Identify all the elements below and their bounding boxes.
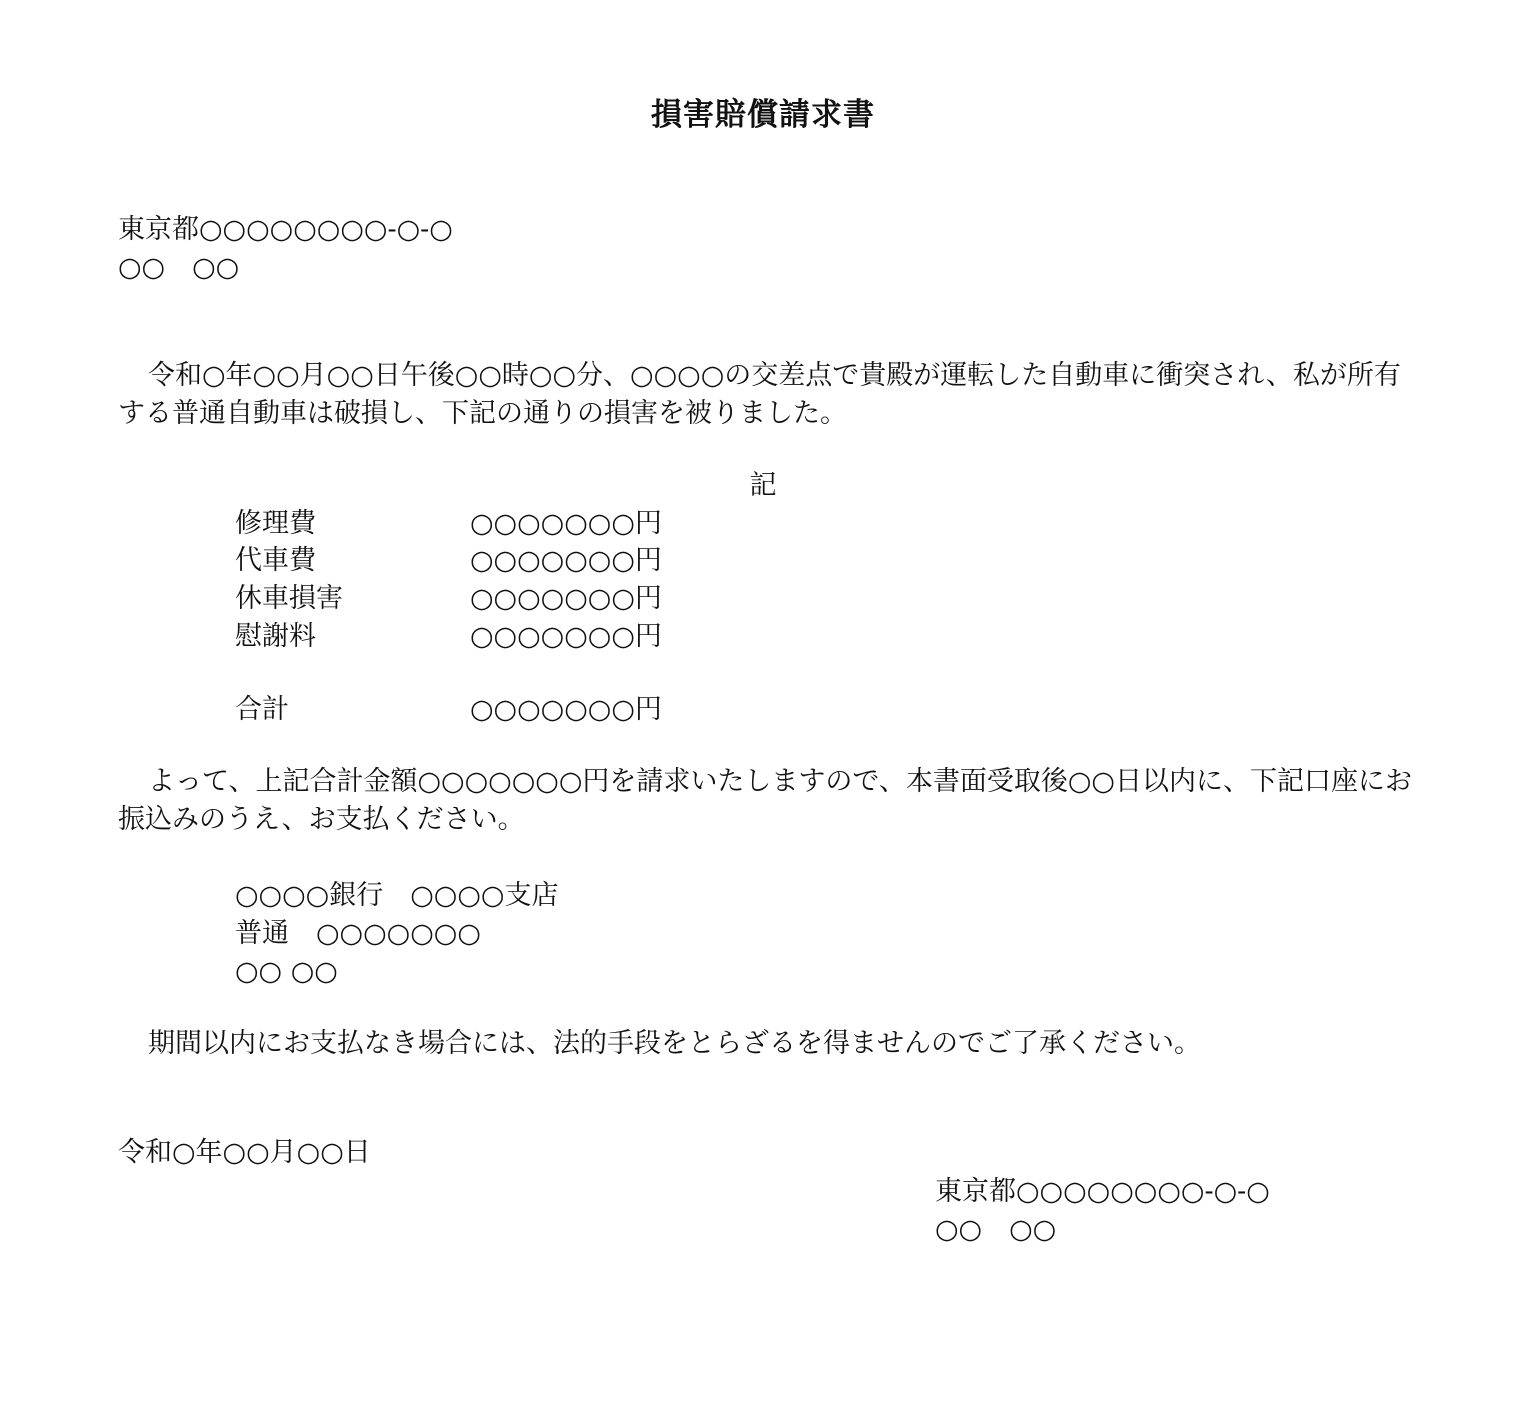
damage-item-label: 修理費 [235, 508, 316, 539]
document-date: 令和○年○○月○○日 [118, 1137, 371, 1168]
sender-address: 東京都○○○○○○○○‐○‐○ [935, 1176, 1270, 1207]
sender-block [935, 1173, 1270, 1249]
document-title: 損害賠償請求書 [651, 97, 875, 133]
total-label: 合計 [235, 694, 289, 725]
recipient-block [118, 211, 453, 287]
damage-item-value: ○○○○○○○円 [470, 545, 662, 576]
damage-item-label: 慰謝料 [235, 621, 316, 652]
recipient-address: 東京都○○○○○○○○‐○‐○ [118, 214, 453, 245]
bank-account-block [235, 877, 558, 991]
claim-paragraph: 令和○年○○月○○日午後○○時○○分、○○○○の交差点で貴殿が運転した自動車に衝突され、私が所有する普通自動車は破損し、下記の通りの損害を被りました。 [118, 360, 1401, 429]
damage-item-value: ○○○○○○○円 [470, 508, 662, 539]
payment-request-paragraph: よって、上記合計金額○○○○○○○円を請求いたしますので、本書面受取後○○日以内に、下記口座にお振込みのうえ、お支払ください。 [118, 766, 1412, 835]
recipient-name: ○○ ○○ [118, 252, 240, 283]
bank-account-holder: ○○ ○○ [235, 956, 338, 987]
bank-branch: ○○○○銀行 ○○○○支店 [235, 880, 559, 911]
total-value: ○○○○○○○円 [470, 694, 662, 725]
legal-notice-paragraph: 期間以内にお支払なき場合には、法的手段をとらざるを得ませんのでご了承ください。 [148, 1028, 1201, 1059]
sender-name: ○○ ○○ [935, 1214, 1057, 1245]
damage-item-value: ○○○○○○○円 [470, 583, 662, 614]
damage-item-label: 休車損害 [235, 583, 343, 614]
bank-account-number: 普通 ○○○○○○○ [235, 918, 481, 949]
ki-heading: 記 [749, 470, 777, 501]
damage-item-value: ○○○○○○○円 [470, 621, 662, 652]
damage-item-label: 代車費 [235, 545, 316, 576]
